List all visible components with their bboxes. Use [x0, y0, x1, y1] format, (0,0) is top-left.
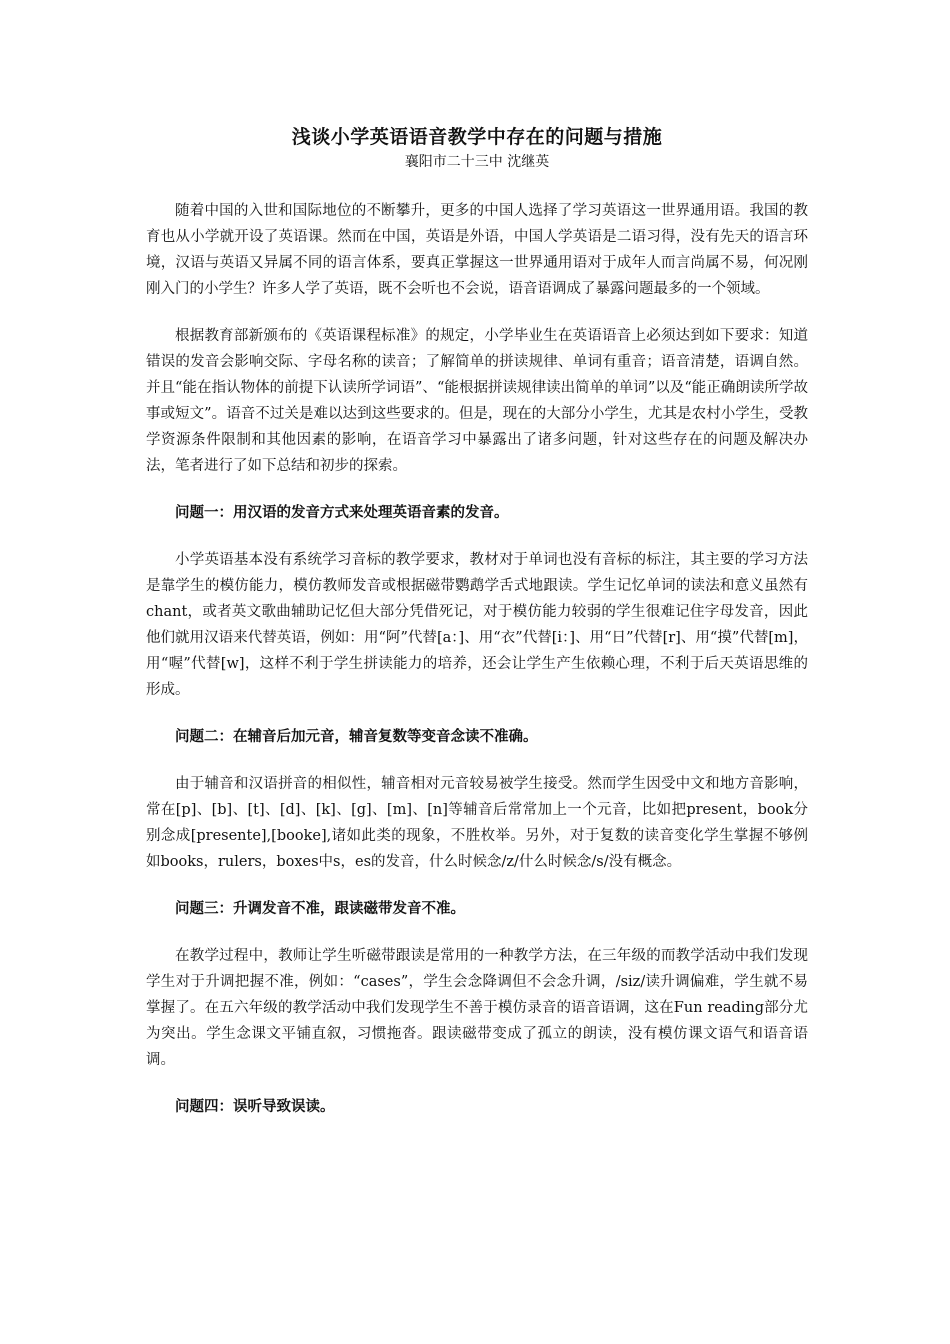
section-heading-1: 问题一：用汉语的发音方式来处理英语音素的发音。 [175, 504, 509, 521]
section-body-2: 由于辅音和汉语拼音的相似性，辅音相对元音较易被学生接受。然而学生因受中文和地方音影响，常在[p]、[b]、[t]、[d]、[k]、[g]、[m]、[n]等辅音后常常加上一个元音，比如把present，book分别念成[presente],[booke],诸如此类的现象，不胜枚举。另外，对于复数的读音变化学生掌握不够例如books，rulers，boxes中s，es的发音，什么时候念/z/什么时候念/s/没有概念。 [146, 776, 808, 870]
section-body-3: 在教学过程中，教师让学生听磁带跟读是常用的一种教学方法，在三年级的而教学活动中我们发现学生对于升调把握不准，例如：“cases”，学生会念降调但不会念升调，/siz/读升调偏难，学生就不易掌握了。在五六年级的教学活动中我们发现学生不善于模仿录音的语音语调，这在Fun reading部分尤为突出。学生念课文平铺直叙，习惯拖沓。跟读磁带变成了孤立的朗读，没有模仿课文语气和语音语调。 [146, 948, 808, 1068]
intro-paragraph-1: 随着中国的入世和国际地位的不断攀升，更多的中国人选择了学习英语这一世界通用语。我国的教育也从小学就开设了英语课。然而在中国，英语是外语，中国人学英语是二语习得，没有先天的语言环境，汉语与英语又异属不同的语言体系，要真正掌握这一世界通用语对于成年人而言尚属不易，何况刚刚入门的小学生？许多人学了英语，既不会听也不会说，语音语调成了暴露问题最多的一个领域。 [146, 203, 808, 297]
section-heading-2: 问题二：在辅音后加元音，辅音复数等变音念读不准确。 [175, 728, 538, 745]
section-body-1: 小学英语基本没有系统学习音标的教学要求，教材对于单词也没有音标的标注，其主要的学习方法是靠学生的模仿能力，模仿教师发音或根据磁带鹦鹉学舌式地跟读。学生记忆单词的读法和意义虽然有chant，或者英文歌曲辅助记忆但大部分凭借死记，对于模仿能力较弱的学生很难记住字母发音，因此他们就用汉语来代替英语，例如：用“阿”代替[a：]、用“衣”代替[i：]、用“日”代替[r]、用“摸”代替[m]，用“喔”代替[w]，这样不利于学生拼读能力的培养，还会让学生产生依赖心理，不利于后天英语思维的形成。 [146, 552, 808, 698]
document-title: 浅谈小学英语语音教学中存在的问题与措施 [291, 126, 663, 148]
document-page [146, 122, 808, 1141]
document-author: 襄阳市二十三中 沈继英 [404, 154, 550, 170]
section-heading-3: 问题三：升调发音不准，跟读磁带发音不准。 [175, 900, 465, 917]
intro-paragraph-2: 根据教育部新颁布的《英语课程标准》的规定，小学毕业生在英语语音上必须达到如下要求：知道错误的发音会影响交际、字母名称的读音；了解简单的拼读规律、单词有重音；语音清楚，语调自然。并且“能在指认物体的前提下认读所学词语”、“能根据拼读规律读出简单的单词”以及“能正确朗读所学故事或短文”。语音不过关是难以达到这些要求的。但是，现在的大部分小学生，尤其是农村小学生，受教学资源条件限制和其他因素的影响，在语音学习中暴露出了诸多问题，针对这些存在的问题及解决办法，笔者进行了如下总结和初步的探索。 [146, 328, 808, 474]
section-heading-4: 问题四：误听导致误读。 [175, 1098, 335, 1115]
